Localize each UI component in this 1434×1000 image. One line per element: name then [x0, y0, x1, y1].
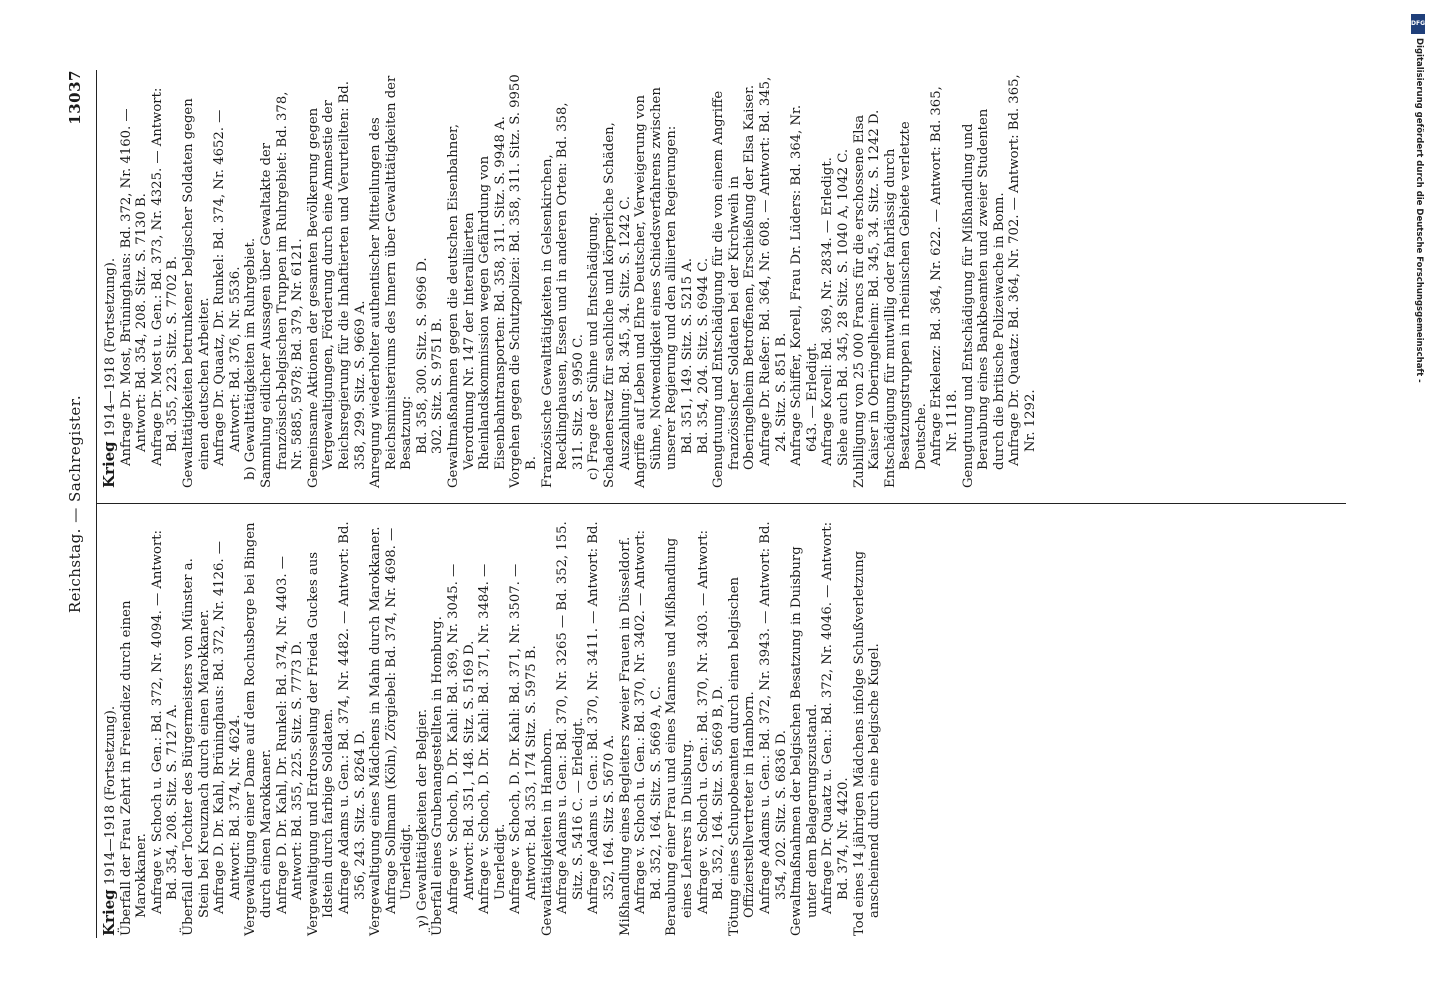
index-reference: Anfrage Erkelenz: Bd. 364, Nr. 622. — Antwort: Bd. 365, Nr. 1118.	[929, 86, 961, 466]
right-column-heading	[102, 73, 119, 488]
index-reference: Bd. 358, 300. Sitz. S. 9696 D.	[414, 257, 430, 454]
side-credit	[1410, 8, 1426, 992]
index-reference: Anfrage v. Schoch u. Gen.: Bd. 370, Nr. 3402. — Antwort: Bd. 352, 164. Sitz. S. 5669 A, C.	[633, 530, 664, 914]
index-reference: Anfrage D. Dr. Kahl, Brüninghaus: Bd. 372, Nr. 4126. — Antwort: Bd. 374, Nr. 4624.	[212, 541, 243, 914]
index-entry: Anregung wiederholter authentischer Mitteilungen des Reichsministeriums des Innern über Gewalttätigkeiten der Besatzung:	[368, 75, 415, 488]
index-reference: Anfrage v. Schoch, D. Dr. Kahl: Bd. 371, Nr. 3484. — Unerledigt.	[477, 563, 508, 914]
index-entry: Mißhandlung eines Begleiters zweier Frauen in Düsseldorf.	[617, 536, 633, 936]
index-reference: Anfrage Korell: Bd. 369, Nr. 2834. — Erledigt.	[820, 157, 836, 466]
page-title: Reichstag. — Sachregister.	[66, 394, 84, 614]
section-heading: c) Frage der Sühne und Entschädigung.	[586, 212, 602, 480]
index-entry: Genugtuung und Entschädigung für Mißhandlung und Beraubung eines Bankbeamten und zweier Studenten durch die britische Polizeiwache in Bonn.	[960, 108, 1007, 488]
index-entry: Gewaltmaßnahmen gegen die deutschen Eisenbahner, Verordnung Nr. 147 der Interalliierten Rheinlandskommission wegen Gefährdung von Eisenbahntransporten: Bd. 358, 311. Sitz. S. 9948 A.	[446, 116, 508, 488]
index-entry: Beraubung einer Frau und eines Mannes und Mißhandlung eines Lehrers in Duisburg.	[664, 537, 695, 936]
index-entry: Entschädigung für mutwillig oder fahrlässig durch Besatzungstruppen in rheinischen Gebiete verletzte Deutsche.	[882, 121, 929, 488]
left-column	[102, 521, 883, 936]
index-reference: Bd. 354, 204. Sitz. S. 6944 C.	[695, 257, 711, 454]
index-reference: Anfrage Dr. Rießer: Bd. 364, Nr. 608. — Antwort: Bd. 345, 24. Sitz. S. 851 B.	[757, 76, 789, 466]
index-reference: Bd. 351, 149. Sitz. S. 5215 A.	[679, 258, 695, 454]
section-heading: b) Gewalttätigkeiten im Ruhrgebiet.	[243, 237, 259, 480]
index-entry: Tod eines 14 jährigen Mädchens infolge Schußverletzung anscheinend durch eine belgische Kugel.	[851, 550, 883, 936]
left-entries	[119, 521, 883, 936]
dfg-logo: DFG	[1411, 14, 1425, 34]
index-entry: Überfall eines Grubenangestellten in Homburg.	[430, 616, 446, 936]
index-entry: Schadenersatz für sachliche und körperliche Schäden, Auszahlung: Bd. 345, 34. Sitz. S. 1242 C.	[602, 122, 633, 488]
index-entry: Vergewaltigung eines Mädchens in Mahn durch Marokkaner.	[368, 526, 384, 936]
index-entry: Vergewaltigung und Erdrosselung der Frieda Guckes aus Idstein durch farbige Soldaten.	[305, 551, 337, 936]
index-entry: Gemeinsame Aktionen der gesamten Bevölkerung gegen Vergewaltigungen, Förderung durch eine Amnestie der Reichsregierung für die Inhaftierten und Verurteilten: Bd. 358, 299. Sitz. S. 9669 A.	[305, 81, 368, 488]
heading-keyword: Krieg	[100, 441, 118, 488]
index-entry: Überfall der Tochter des Bürgermeisters von Münster a. Stein bei Kreuznach durch einen Marokkaner.	[180, 558, 212, 936]
left-column-heading	[102, 521, 119, 936]
index-entry: Zubilligung von 25 000 Francs für die erschossene Elsa Kaiser in Oberingelheim: Bd. 345, 34. Sitz. S. 1242 D.	[851, 109, 883, 488]
page-header	[62, 70, 92, 938]
index-entry: Tötung eines Schupobeamten durch einen belgischen Offizierstellvertreter in Hamborn.	[726, 577, 758, 936]
index-entry: Gewaltmaßnahmen der belgischen Besatzung in Duisburg unter dem Belagerungszustand.	[789, 546, 820, 936]
header-rule	[96, 70, 97, 938]
index-entry: Überfall der Frau Zehrt in Freiendiez durch einen Marokkaner.	[118, 600, 150, 936]
index-reference: Anfrage Adams u. Gen.: Bd. 372, Nr. 3943. — Antwort: Bd. 354, 202. Sitz. S. 6836 D.	[757, 521, 789, 914]
index-entry: Angriffe auf Leben und Ehre Deutscher, Verweigerung von Sühne, Notwendigkeit eines Schiedsverfahrens zwischen unserer Regierung und den alliierten Regierungen:	[633, 87, 680, 488]
index-reference: Anfrage Adams u. Gen.: Bd. 374, Nr. 4482. — Antwort: Bd. 356, 243. Sitz. S. 8264 D.	[336, 521, 368, 914]
index-reference: Anfrage Dr. Most, Brüninghaus: Bd. 372, Nr. 4160. — Antwort: Bd. 354, 208. Sitz. S. 7130 B.	[118, 108, 150, 466]
index-reference: Anfrage Dr. Most u. Gen.: Bd. 373, Nr. 4325. — Antwort: Bd. 355, 223. Sitz. S. 7702 B.	[149, 87, 181, 466]
index-reference: Siehe auch Bd. 345, 28 Sitz. S. 1040 A, 1042 C.	[835, 148, 851, 466]
index-entry: Gewalttätigkeiten betrunkener belgischer Soldaten gegen einen deutschen Arbeiter.	[180, 98, 212, 488]
section-heading: γ) Gewalttätigkeiten der Belgier.	[414, 708, 430, 928]
index-entry: Vergewaltigung einer Dame auf dem Rochusberge bei Bingen durch einen Marokkaner.	[243, 522, 274, 936]
page-number: 13037	[66, 70, 84, 125]
index-reference: Anfrage Schiffer, Korell, Frau Dr. Lüders: Bd. 364, Nr. 643. — Erledigt.	[789, 104, 820, 466]
heading-rest: 1914—1918 (Fortsetzung).	[103, 705, 118, 886]
index-entry: Gewalttätigkeiten in Hamborn.	[539, 727, 555, 936]
index-reference: Anfrage v. Schoch, D. Dr. Kahl: Bd. 369, Nr. 3045. — Antwort: Bd. 351, 148. Sitz. S. 5169 D.	[446, 563, 477, 914]
index-entry: Vorgehen gegen die Schutzpolizei: Bd. 358, 311. Sitz. S. 9950 B.	[508, 74, 540, 488]
side-credit-text: Digitalisierung gefördert durch die Deutsche Forschungsgemeinschaft -	[1414, 38, 1424, 383]
index-reference: Anfrage Adams u. Gen.: Bd. 370, Nr. 3411. — Antwort: Bd. 352, 164. Sitz S. 5670 A.	[586, 521, 617, 914]
index-reference: Anfrage Dr. Quaatz u. Gen.: Bd. 372, Nr. 4046. — Antwort: Bd. 374, Nr. 4420.	[820, 521, 851, 914]
index-reference: Anfrage Dr. Quaatz: Bd. 364, Nr. 702. — Antwort: Bd. 365, Nr. 1292.	[1007, 74, 1039, 466]
index-entry: Sammlung eidlicher Aussagen über Gewaltakte der französisch-belgischen Truppen im Ruhrgebiet: Bd. 378, Nr. 5885, 5978; Bd. 379, Nr. 6121.	[258, 91, 306, 488]
right-entries	[119, 73, 1039, 488]
index-reference: Anfrage Sollmann (Köln), Zörgiebel: Bd. 374, Nr. 4698. — Unerledigt.	[383, 527, 415, 914]
index-reference: Anfrage D. Dr. Kahl, Dr. Runkel: Bd. 374, Nr. 4403. — Antwort: Bd. 355, 225. Sitz. S. 7773 D.	[274, 556, 306, 914]
index-reference: Anfrage v. Schoch, D. Dr. Kahl: Bd. 371, Nr. 3507. — Antwort: Bd. 353, 174 Sitz. S. 5975 B.	[508, 563, 540, 914]
index-reference: Anfrage Adams u. Gen.: Bd. 370, Nr. 3265 — Bd. 352, 155. Sitz. S. 5416 C. — Erledigt.	[555, 521, 586, 914]
index-entry: Genugtuung und Entschädigung für die von einem Angriffe französischer Soldaten bei der Kirchweih in Oberingelheim Betroffenen, Erschießung der Elsa Kaiser.	[711, 84, 758, 488]
heading-keyword: Krieg	[100, 889, 118, 936]
right-column	[102, 73, 1039, 488]
index-reference: 302. Sitz. S. 9751 B.	[430, 317, 446, 454]
index-reference: Anfrage v. Schoch u. Gen.: Bd. 372, Nr. 4094. — Antwort: Bd. 354, 208. Sitz. S. 7127 A.	[149, 530, 181, 914]
index-reference: Anfrage Dr. Quaatz, Dr. Runkel: Bd. 374, Nr. 4652. — Antwort: Bd. 376, Nr. 5536.	[212, 109, 243, 466]
column-divider	[96, 503, 1346, 504]
index-reference: Anfrage v. Schoch u. Gen.: Bd. 370, Nr. 3403. — Antwort: Bd. 352, 164. Sitz. S. 5669 B, D.	[695, 530, 727, 914]
heading-rest: 1914—1918 (Fortsetzung).	[103, 257, 118, 438]
index-entry: Französische Gewalttätigkeiten in Gelsenkirchen, Recklinghausen, Essen und in anderen Orten: Bd. 358, 311. Sitz. S. 9950 C.	[539, 102, 586, 488]
